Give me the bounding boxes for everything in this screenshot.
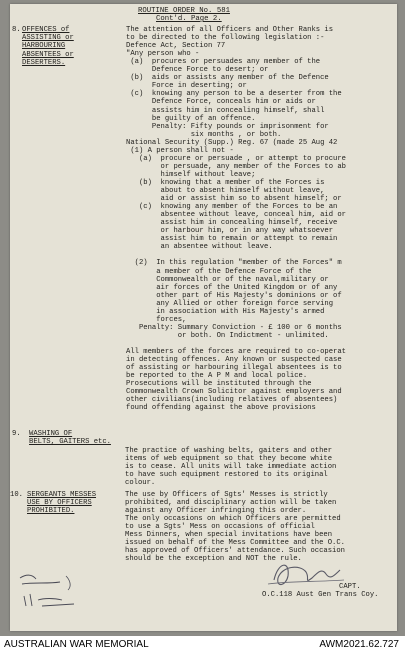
body-line: should be the exception and NOT the rule. <box>125 555 302 564</box>
document-page <box>10 4 397 631</box>
body-line: assist him to remain or attempt to remain <box>126 235 338 244</box>
section-title-line: OFFENCES of <box>22 26 70 34</box>
section-9-number: 9. <box>12 430 21 438</box>
body-line: (a) procures or persuades any member of the <box>126 58 321 67</box>
body-line: (b) aids or assists any member of the Defence <box>126 74 329 83</box>
body-line: "Any person who - <box>126 50 200 59</box>
body-line: forces, <box>126 315 187 324</box>
header-title: ROUTINE ORDER No. 581 <box>138 7 230 15</box>
body-line: Force in deserting; or <box>126 82 247 91</box>
section-title-line: USE BY OFFICERS <box>27 499 92 508</box>
body-line: be guilty of an offence. <box>126 114 256 123</box>
body-line: items of web equipment so that they become white <box>125 455 333 464</box>
body-line: himself without leave; <box>126 170 256 179</box>
body-line: assists him in concealing himself, shall <box>126 106 325 115</box>
body-line: in detecting offences. Any known or suspected case <box>126 356 342 365</box>
body-line: or persuade, any member of the Forces to ab <box>126 162 346 171</box>
body-line: found offending against the above provisions <box>126 404 316 413</box>
body-line: or harbour him, or in any way whatsoever <box>126 227 334 236</box>
body-line: Commonwealth or of the naval,military or <box>126 275 329 284</box>
body-line: National Security (Supp.) Reg. 67 (made 25 Aug 42 <box>126 138 338 147</box>
body-line: (a) procure or persuade , or attempt to procure <box>126 154 346 163</box>
handwritten-initials-mark <box>14 570 84 612</box>
body-line: (c) knowing any member of the Forces to be an <box>126 203 338 212</box>
body-line: All members of the forces are required to co-operat <box>126 348 346 356</box>
section-title-line: SERGEANTS MESSES <box>27 491 97 499</box>
body-line: be reported to the A P M and local police. <box>126 372 308 381</box>
body-line: six months , or both. <box>126 130 282 139</box>
signature-mark <box>260 554 350 594</box>
section-10-number: 10. <box>10 491 23 499</box>
body-line: has approved of Officers' attendance. Such occasion <box>125 547 345 556</box>
body-line: Penalty: Summary Conviction - £ 100 or 6 months <box>126 323 342 332</box>
body-line: an absentee without leave. <box>126 243 273 252</box>
body-line: Defence Force, conceals him or aids or <box>126 98 316 107</box>
section-title-line: DESERTERS. <box>22 58 66 67</box>
body-line: to use a Sgts' Mess on occasions of official <box>125 523 315 532</box>
body-line: Penalty: Fifty pounds or imprisonment for <box>126 122 329 131</box>
body-line: Prosecutions will be instituted through the <box>126 380 312 389</box>
body-line: any Allied or other foreign force serving <box>126 299 334 308</box>
section-title-line: HARBOURING <box>22 42 66 51</box>
body-line: absentee without leave, conceal him, aid or <box>126 211 346 220</box>
section-title-line: PROHIBITED. <box>27 507 75 516</box>
footer-bar <box>0 636 405 653</box>
body-line: to be directed to the following legislation :- <box>126 34 325 43</box>
body-line: The attention of all Officers and Other Ranks is <box>126 26 334 34</box>
body-line: Defence Act, Section 77 <box>126 42 226 51</box>
body-line: of assisting or harbouring illegal absentees is to <box>126 364 342 373</box>
body-line: (c) knowing any person to be a deserter from the <box>126 90 342 99</box>
body-line: is to cease. All units will take immediate action <box>125 463 337 472</box>
body-line: The only occasions on which Officers are permitted <box>125 515 341 524</box>
signature-rank: CAPT. <box>339 583 361 591</box>
body-line: colour. <box>125 479 156 488</box>
body-line: against any Officer infringing this order. <box>125 507 307 516</box>
body-line: to have such equipment restored to its original <box>125 471 328 480</box>
footer-accession-number: AWM2021.62.727 <box>319 639 399 650</box>
body-line: Mess Dinners, when special invitations have been <box>125 531 333 540</box>
section-title-line: ABSENTEES or <box>22 50 74 59</box>
body-line: other part of His Majesty's dominions or of <box>126 291 342 300</box>
body-line: other civilians(including relatives of absentees) <box>126 396 338 405</box>
body-line: Defence Force to desert; or <box>126 66 269 75</box>
body-line: (b) knowing that a member of the Forces is <box>126 178 325 187</box>
section-8-number: 8. <box>12 26 21 34</box>
body-line: The use by Officers of Sgts' Messes is strictly <box>125 491 328 499</box>
body-line: Commonwealth Crown Solicitor against employers and <box>126 388 342 397</box>
body-line: in association with His Majesty's armed <box>126 307 325 316</box>
body-line: prohibited, and disciplinary action will be taken <box>125 499 337 508</box>
body-line: assist him in concealing himself, receive <box>126 219 338 228</box>
section-title-line: ASSISTING or <box>22 34 74 43</box>
header-subtitle: Cont'd. Page 2. <box>156 15 222 23</box>
body-line: a member of the Defence Force of the <box>126 267 312 276</box>
body-line: (2) In this regulation "member of the Forces" m <box>126 259 342 268</box>
body-line: air forces of the United Kingdom or of any <box>126 283 338 292</box>
body-line: issued on behalf of the Mess Committee and the O.C. <box>125 539 345 548</box>
body-line: (1) A person shall not - <box>126 146 234 155</box>
section-title-line: BELTS, GAITERS etc. <box>29 438 111 447</box>
body-line: about to absent himself without leave, <box>126 187 325 195</box>
footer-institution: AUSTRALIAN WAR MEMORIAL <box>4 639 149 650</box>
body-line: or both. On Indictment - unlimited. <box>126 331 329 340</box>
body-line: The practice of washing belts, gaiters and other <box>125 447 333 455</box>
body-line: aid or assist him so to absent himself; or <box>126 195 342 204</box>
signature-block: O.C.118 Aust Gen Trans Coy. <box>262 591 379 599</box>
section-title-line: WASHING OF <box>29 430 73 438</box>
